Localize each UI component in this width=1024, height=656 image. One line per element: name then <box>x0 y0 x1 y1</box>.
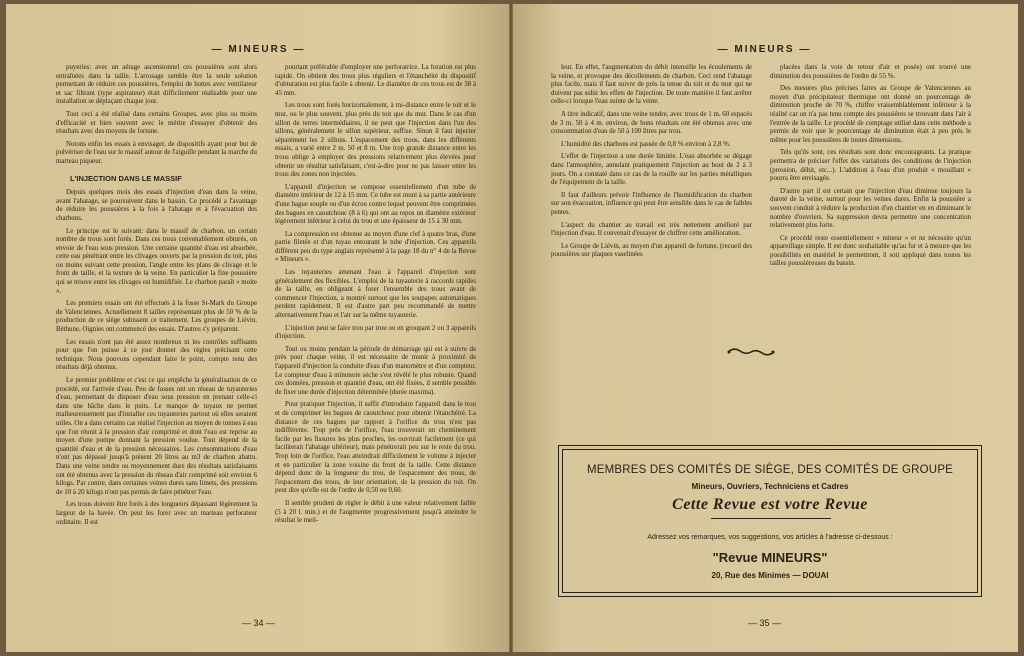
paragraph: La compression est obtenue au moyen d'une clef à quatre bras, d'une partie filetée et d'un tuyau entourant le tube d'injection. Ces appareils diffèrent peu du type anglais représenté à la page 18 du n° 4 de la Revue « Mineurs ». <box>275 230 476 264</box>
subscription-notice <box>558 445 982 597</box>
paragraph: Les essais n'ont pas été assez nombreux ni les contrôles suffisants pour que l'on puisse à ce jour donner des règles précisant cette technique. Nous pouvons cependant faire le point, compte tenu des résultats déjà obtenus. <box>56 338 257 372</box>
running-head: — MINEURS — <box>211 44 306 55</box>
paragraph: D'autre part il est certain que l'injection d'eau diminue toujours la dureté de la veine, surtout pour les veines dures. Enfin la poussière a souvent conduit à réduire la production d'un chantier en en diminuant le nombre d'ouvriers. Sa suppression devra permettre une concentration relativement plus forte. <box>770 187 971 230</box>
notice-title: MEMBRES DES COMITÉS DE SIÈGE, DES COMITÉS DE GROUPE <box>586 464 954 476</box>
paragraph: pourtant préférable d'employer une perforatrice. La foration est plus rapide. On obtient des trous plus réguliers et l'étanchéité du dispositif d'obturation est plus facile à obtenir. Le diamètre de ces trous est de 38 à 45 mm. <box>275 64 476 97</box>
running-head: — MINEURS — <box>717 44 812 55</box>
book-gutter <box>509 4 513 652</box>
column-2 <box>275 64 476 604</box>
column-1 <box>56 64 257 604</box>
paragraph: Le principe est le suivant: dans le massif de charbon, un certain nombre de trous sont forés. Dans ces trous convenablement obturés, on envoie de l'eau sous pression. Une certaine quantité d'eau est absorbée, cette eau pénétrant entre les clivages ouverts par la pression du toit, plus ou moins suivant cette pression, l'angle entre les plans de clivage et le front de taille, et la texture de la veine. En particulier la fine poussière qui se trouve entre les clivages est humidifiée. Le charbon paraît « moite ». <box>56 227 257 295</box>
paragraph: L'appareil d'injection se compose essentiellement d'un tube de diamètre intérieur de 12 à 15 mm. Ce tube est muni à sa partie antérieure d'une bague souple ou d'un écrou contre lequel peuvent être comprimées des bagues en caoutchouc (8 à 6) qui ont au repos un diamètre extérieur légèrement inférieur à celui du trou et une épaisseur de 15 à 30 mm. <box>275 183 476 226</box>
column-1 <box>551 64 752 334</box>
paragraph: L'humidité des charbons est passée de 0,8 % environ à 2,8 %. <box>561 140 731 148</box>
paragraph: puyeries: avec un aérage ascensionnel ces poussières sont alors entraînées dans la taille. L'arrosage semble être la seule solution permettant de réduire ces poussières, l'emploi de hottes avec ventilateur et sac filtrant (type aspirateur) était difficilement réalisable pour une installation se déplaçant chaque jour. <box>56 64 257 106</box>
ornament-divider <box>726 345 776 359</box>
paragraph: Notons enfin les essais à envisager, de dispositifs ayant pour but de pulvériser de l'eau sur le massif autour de l'aiguille pendant la marche du marteau piqueur. <box>56 140 257 165</box>
notice-address: 20, Rue des Minimes — DOUAI <box>711 571 829 580</box>
paragraph: Les premiers essais ont été effectués à la fosse St-Mark du Groupe de Valenciennes. Actuellement 8 tailles représentant plus de 50 % de la production de ce siège subissent ce traitement. Les groupes de Liévin, Béthune, Oignies ont commencé des essais. D'autres s'y préparent. <box>56 300 257 334</box>
paragraph: leur. En effet, l'augmentation du débit intensifie les écoulements de la veine, et provoque des décollements de charbon. Ceci rend l'abatage plus facile, mais il faut suivre de près la tenue du toit et du mur qui ne doivent pas subir les effets de l'injection. De toute manière il faut arrêter celle-ci lorsque l'eau suinte de la veine. <box>551 64 752 106</box>
paragraph: Les trous sont forés horizontalement, à mi-distance entre le toit et le mur, ou le plus souvent, plus près du toit que du mur. Dans le cas d'un sillon de terres intermédiaires, il ne peut que l'injection dans l'un des sillons, généralement le sillon supérieur, suffise. Sinon il faut injecter séparément les 2 sillons. L'espacement des trous, dans les différents essais, a varié entre 2 m. 50 et 8 m. Une trop grande distance entre les trous oblige à employer des pressions relativement plus élevées pour obtenir un résultat satisfaisant, c'est-à-dire pour ne pas laisser entre les trous des zones non injectées. <box>275 102 476 179</box>
paragraph: Des mesures plus précises faites au Groupe de Valenciennes au moyen d'un précipitateur thermique ont donné un pourcentage de diminution proche de 70 %, chiffre vraisemblablement inférieur à la réalité car on n'a pas tenu compte des poussières se trouvant dans l'air à l'entrée de la taille. Le procédé de comptage utilisé dans cette méthode a permis de voir que le pourcentage de diminution était à peu près le même pour les poussières de toutes dimensions. <box>770 85 971 144</box>
notice-tagline: Cette Revue est votre Revue <box>672 496 868 513</box>
paragraph: Depuis quelques mois des essais d'injection d'eau dans la veine, avant l'abatage, se poursuivent dans le bassin. Ce procédé a l'avantage de réduire les poussières à la fois à l'abatage et à l'évacuation des charbons. <box>56 189 257 222</box>
notice-subtitle: Mineurs, Ouvriers, Techniciens et Cadres <box>691 482 849 491</box>
paragraph: Tout ceci a été réalisé dans certains Groupes, avec plus ou moins d'efficacité et bien souvent avec le mérite d'essayer d'obtenir des résultats avec des moyens de fortune. <box>56 110 257 136</box>
paragraph: Tels qu'ils sont, ces résultats sont donc encourageants. La pratique permettra de préciser l'effet des variations des conditions de l'injection (pression, débit, etc...). L'addition à l'eau d'un produit « mouillant » pourra être envisagée. <box>770 149 971 183</box>
paragraph: L'injection peut se faire trou par trou ou en groupant 2 ou 3 appareils d'injection. <box>275 324 476 341</box>
paragraph: Le premier problème et c'est ce qui empêche la généralisation de ce procédé, est l'arrivée d'eau. Peu de fosses ont un réseau de tuyauteries d'eau, permettant de disposer d'eau sous pression en prenant celle-ci dans une bâche dans le puits. Le manque de tuyaux ne permet malheureusement pas d'installer ces tuyauteries partout où elles seraient utiles. On a dans certains cas réalisé l'injection au moyen de tonnes à eau que l'on réunit à la pression d'air comprimé et dont l'eau est reprise au moyen d'une pompe donnant la pression voulue. Tout dépend de la quantité d'eau et de la pression nécessaires. Les consommations d'eau n'ont pas dépassé jusqu'à présent 20 litres au m3 de charbon abattu. Dans une veine tendre ou moyennement dure des résultats satisfaisants ont été obtenus avec la pression du réseau d'air comprimé soit environ 6 kilogs. Par contre, dans certaines veines dures sans limets, des pressions de 10 à 20 kilogs n'ont pas permis de faire pénétrer l'eau. <box>56 377 257 496</box>
paragraph: L'aspect du chantier au travail est très nettement amélioré par l'injection d'eau. Il convenait d'essayer de chiffrer cette amélioration. <box>551 221 752 238</box>
page-34 <box>6 4 511 652</box>
paragraph: Il faut d'ailleurs prévoir l'influence de l'humidification du charbon sur son évacuation, influence qui peut être sensible dans le cas de faibles pentes. <box>551 191 752 216</box>
section-heading: L'INJECTION DANS LE MASSIF <box>70 173 182 183</box>
notice-rule <box>711 518 831 519</box>
paragraph: Les tuyauteries amenant l'eau à l'appareil d'injection sont généralement des flexibles. L'emploi de la tuyauterie à raccords rapides de la taille, en obligeant à forer l'ensemble des trous avant de commencer l'injection, a montré surtout que les soupapes automatiques perdent rapidement. Il est d'autre part peu recommandé de mettre alternativement l'eau et l'air sur la même tuyauterie. <box>275 269 476 320</box>
paragraph: placées dans la voie de retour d'air et posée) ont trouvé une diminution des poussières de l'ordre de 55 %. <box>770 64 971 80</box>
paragraph: L'effet de l'injection a une durée limitée. L'eau absorbée se dégage dans l'atmosphère, annulant pratiquement l'injection au bout de 2 à 3 jours. On a constaté dans ce cas de la rouille sur les parties métalliques de l'équipement de la taille. <box>551 153 752 187</box>
notice-magazine-name: "Revue MINEURS" <box>712 550 828 565</box>
page-number: — 35 — <box>747 618 781 628</box>
paragraph: A titre indicatif, dans une veine tendre, avec trous de 1 m. 60 espacés de 3 m. 50 à 4 m. environ, de bons résultats ont été obtenus avec une consommation d'eau de 50 à 100 litres par trou. <box>551 110 752 136</box>
paragraph: Tout ou moins pendant la période de démarrage qui est à suivre de près pour chaque veine, il est nécessaire de munir à proximité de l'appareil d'injection la conduite d'eau d'un manomètre et d'un compteur. Le compteur d'eau à minuterie sèche s'est révélé le plus robuste. Quand ces données, pression et quantité d'eau, ont été fixées, il semble possible de fixer une durée d'injection déterminée (durée maxima). <box>275 345 476 396</box>
paragraph: Le Groupe de Liévin, au moyen d'un appareil de fortune, (recueil des poussières sur plaques vaselinées <box>551 242 752 259</box>
paragraph: Les trous doivent être forés à des longueurs dépassant légèrement la largeur de la havée. On peut les forer avec un marteau perforateur ordinaire. Il est <box>56 501 257 526</box>
paragraph: Ce procédé reste essentiellement « mineur » et ne nécessite qu'un appareillage simple. Il est donc souhaitable qu'au fur et à mesure que les possibilités en matériel le permettront, il soit appliqué dans toutes les tailles poussiéreuses du bassin. <box>770 234 971 268</box>
text-columns <box>551 64 971 334</box>
notice-text: Adressez vos remarques, vos suggestions, vos articles à l'adresse ci-dessous : <box>647 534 893 541</box>
page-number: — 34 — <box>241 618 275 628</box>
paragraph: Il semble prudent de régler le débit à une valeur relativement faible (5 à 20 l. min.) et de l'augmenter progressivement jusqu'à atteindre le résultat le meil- <box>275 499 476 525</box>
column-2 <box>770 64 971 334</box>
paragraph: Pour pratiquer l'injection, il suffit d'introduire l'appareil dans le trou et de comprimer les bagues de caoutchouc pour obtenir l'étanchéité. La distance de ces bagues par rapport à l'orifice du trou n'est pas indifférente. Trop près de l'orifice, l'eau trouverait un cheminement facile par les fissures les plus proches, les ouvrirait facilement (ce qui faciliterait l'abatage ultérieur), mais pénétrerait peu sur le reste du trou. Trop loin de l'orifice, l'eau atteindrait difficilement le volume à injecter et en particulier la zone voisine du front de la taille. Cette distance dépend donc de la longueur du trou, de l'espacement des trous, de l'espacement des trous, de leur orientation, de la pression du toit. On peut dire qu'elle est de l'ordre de 0,50 ou 0,60. <box>275 401 476 495</box>
page-35 <box>511 4 1018 652</box>
text-columns <box>56 64 476 604</box>
